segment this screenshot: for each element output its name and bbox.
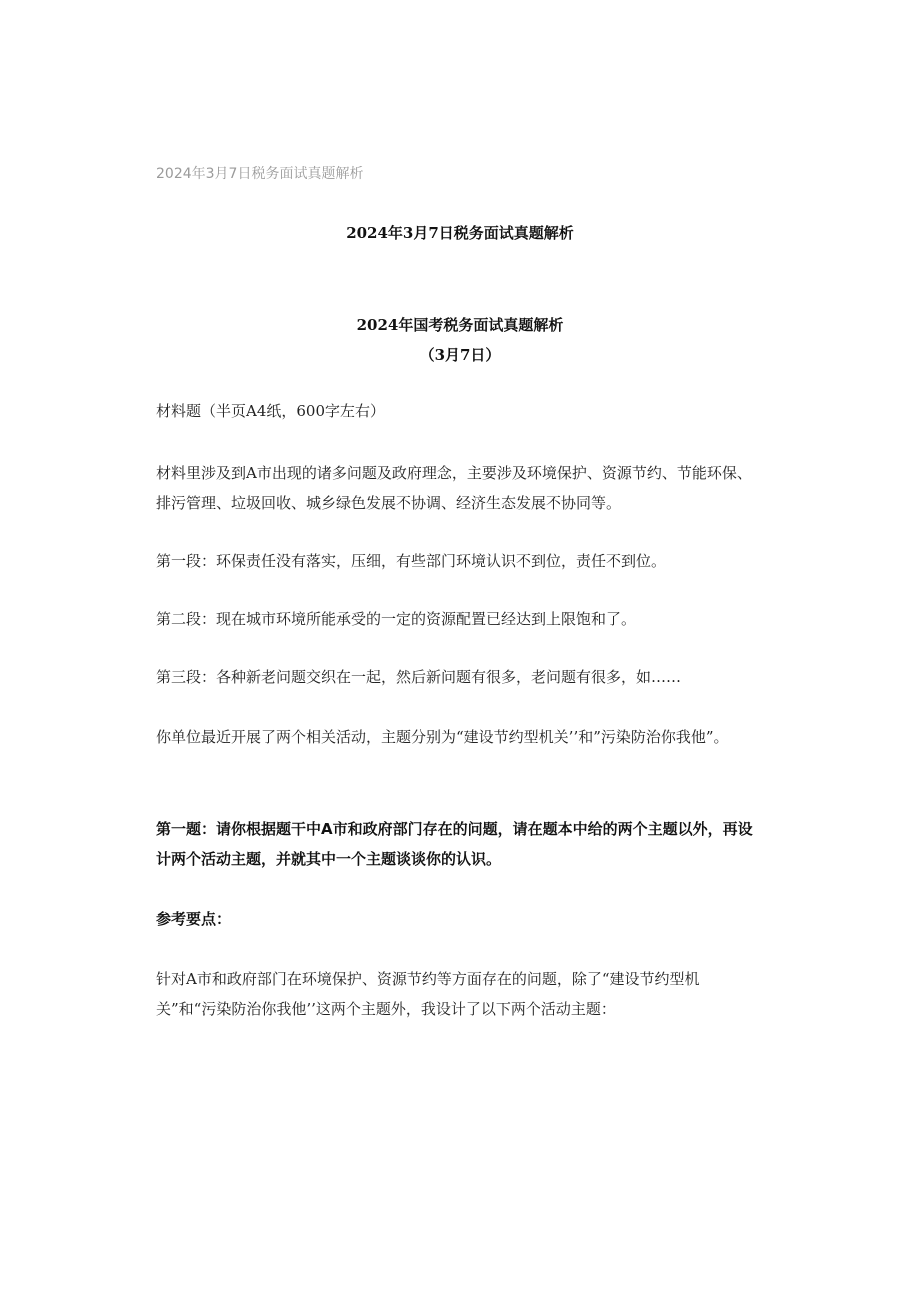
main-title: 2024年3月7日税务面试真题解析 bbox=[346, 224, 574, 242]
paragraph-3: 第三段：各种新老问题交织在一起，然后新问题有很多，老问题有很多，如…… bbox=[156, 668, 682, 686]
answer-intro: 针对A市和政府部门在环境保护、资源节约等方面存在的问题，除了“建设节约型机关”和“污染防治你我他’’这两个主题外，我设计了以下两个活动主题： bbox=[156, 970, 700, 1018]
material-label: 材料题（半页A4纸，600字左右） bbox=[156, 402, 386, 420]
activities-paragraph: 你单位最近开展了两个相关活动，主题分别为“建设节约型机关’’和”污染防治你我他”。 bbox=[156, 728, 729, 746]
paragraph-2: 第二段：现在城市环境所能承受的一定的资源配置已经达到上限饱和了。 bbox=[156, 610, 637, 628]
reference-heading: 参考要点： bbox=[156, 910, 232, 928]
question-1: 第一题：请你根据题干中A市和政府部门存在的问题，请在题本中给的两个主题以外，再设计两个活动主题，并就其中一个主题谈谈你的认识。 bbox=[156, 820, 753, 868]
sub-title: 2024年国考税务面试真题解析 bbox=[356, 316, 564, 334]
running-header: 2024年3月7日税务面试真题解析 bbox=[156, 166, 364, 182]
material-summary: 材料里涉及到A市出现的诸多问题及政府理念，主要涉及环境保护、资源节约、节能环保、排污管理、垃圾回收、城乡绿色发展不协调、经济生态发展不协同等。 bbox=[156, 464, 752, 512]
paragraph-1: 第一段：环保责任没有落实，压细，有些部门环境认识不到位，责任不到位。 bbox=[156, 552, 667, 570]
sub-date: （3月7日） bbox=[419, 346, 501, 364]
